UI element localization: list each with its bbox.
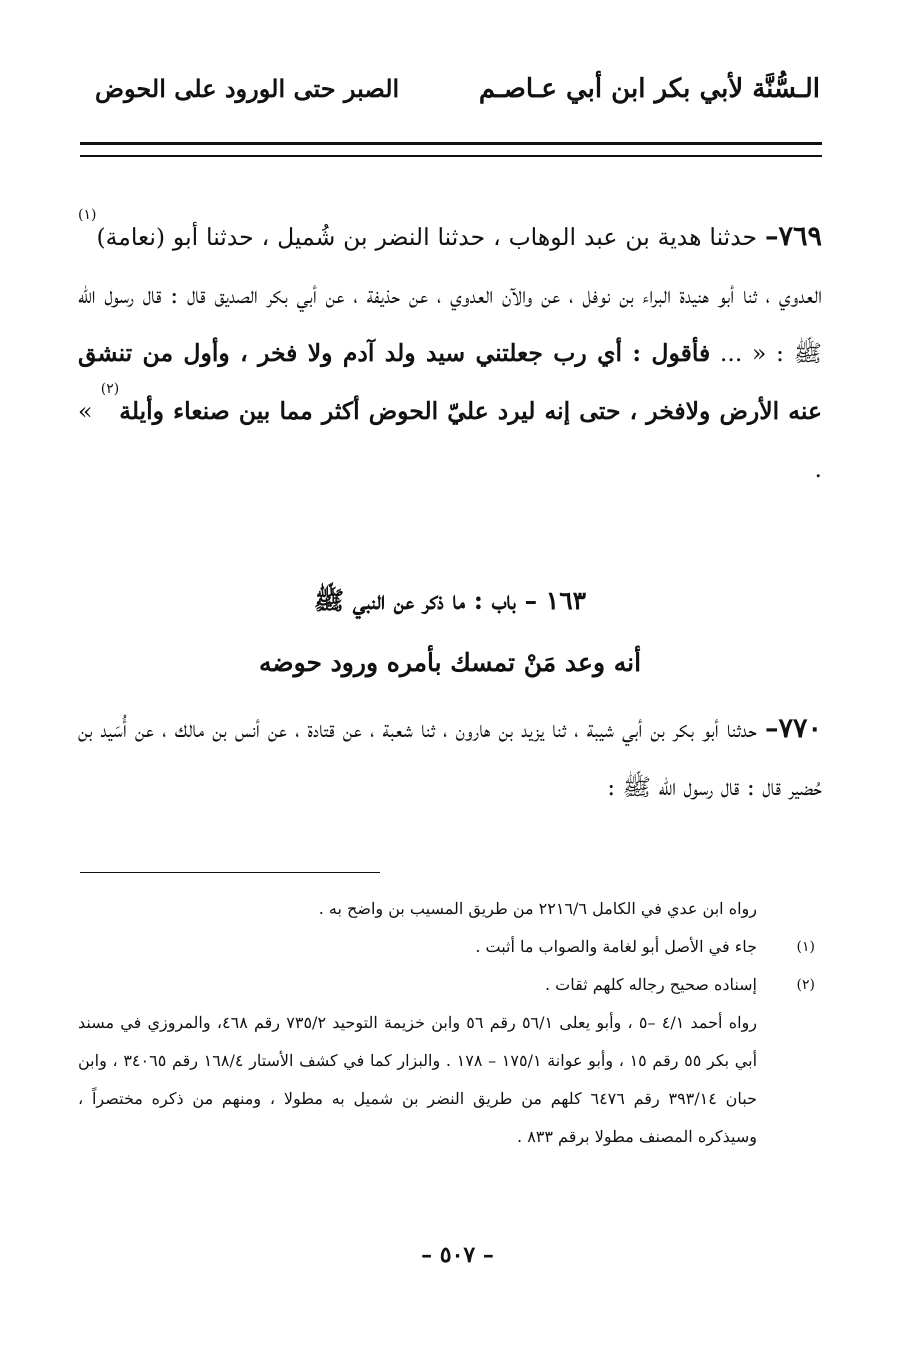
hadith-isnad-part-1: حدثنا هدية بن عبد الوهاب ، حدثنا النضر بن شُميل ، حدثنا أبو (نعامة) [96,223,765,251]
footnote-2-details-text: رواه أحمد ٤/١ –٥ ، وأبو يعلى ٥٦/١ رقم ٥٦ وابن خزيمة التوحيد ٧٣٥/٢ رقم ٤٦٨، والمروزي في مسند أبي بكر ٥٥ رقم ١٥ ، وأبو عوانة ١٧٥/١ – ١٧٨ . والبزار كما في كشف الأستار ١٦٨/٤ رقم ٣٤٠٦٥ ، وابن حبان ٣٩٣/١٤ رقم ٦٤٧٦ كلهم من طريق النضر بن شميل به مطولا ، ومنهم من ذكره مختصراً ، وسيذكره المصنف مطولا برقم ٨٣٣ . [78,1013,758,1146]
footnote-intro-text: رواه ابن عدي في الكامل ٢٢١٦/٦ من طريق المسيب بن واضح به . [318,899,757,918]
footnote-2-text: إسناده صحيح رجاله كلهم ثقات . [544,975,757,994]
hadith-770 [78,700,822,816]
chapter-heading-line-2: أنه وعد مَنْ تمسك بأمره ورود حوضه [258,648,642,677]
footnote-2-details [78,1004,815,1156]
footnote-1-text: جاء في الأصل أبو لغامة والصواب ما أثبت . [475,937,757,956]
running-header [95,70,820,120]
chapter-heading [78,570,822,694]
hadith-isnad-part-2: العدوي ، ثنا أبو هنيدة البراء بن نوفل ، عن والآن العدوي ، عن حذيفة ، عن أبي بكر الصديق قال : قال رسول الله ﷺ : « ... [78,281,822,367]
footnotes [78,890,815,1156]
hadith-closing: » . [78,397,822,483]
footnote-ref-1: (١) [78,207,97,223]
book-title: الـسُّنَّة لأبي بكر ابن أبي عـاصـم [478,74,820,104]
hadith-number: ٧٦٩– [764,221,822,252]
footnote-1 [78,928,815,966]
footnote-2 [78,966,815,1004]
hadith-769 [78,208,822,498]
footnote-2-marker: (٢) [796,977,815,993]
footnote-1-marker: (١) [796,939,815,955]
chapter-heading-line-1: ١٦٣ – باب : ما ذكر عن النبي ﷺ [313,586,587,615]
footnote-separator [80,872,380,873]
header-rule-thick [80,142,822,145]
hadith-matn: فأقول : أي رب جعلتني سيد ولد آدم ولا فخر ، وأول من تنشق عنه الأرض ولافخر ، حتى إنه ليرد عليّ الحوض أكثر مما بين صنعاء وأيلة [78,339,822,425]
footnote-intro [78,890,815,928]
page-number: – ٥٠٧ – [421,1242,494,1268]
hadith-text: حدثنا أبو بكر بن أبي شيبة ، ثنا يزيد بن هارون ، ثنا شعبة ، عن قتادة ، عن أنس بن مالك ، عن أُسَيد بن حُضير قال : قال رسول الله ﷺ : [78,715,822,801]
hadith-number: ٧٧٠– [764,713,822,744]
chapter-running-title: الصبر حتى الورود على الحوض [95,74,400,103]
footnote-ref-2: (٢) [100,381,120,397]
header-rule-thin [80,155,822,157]
